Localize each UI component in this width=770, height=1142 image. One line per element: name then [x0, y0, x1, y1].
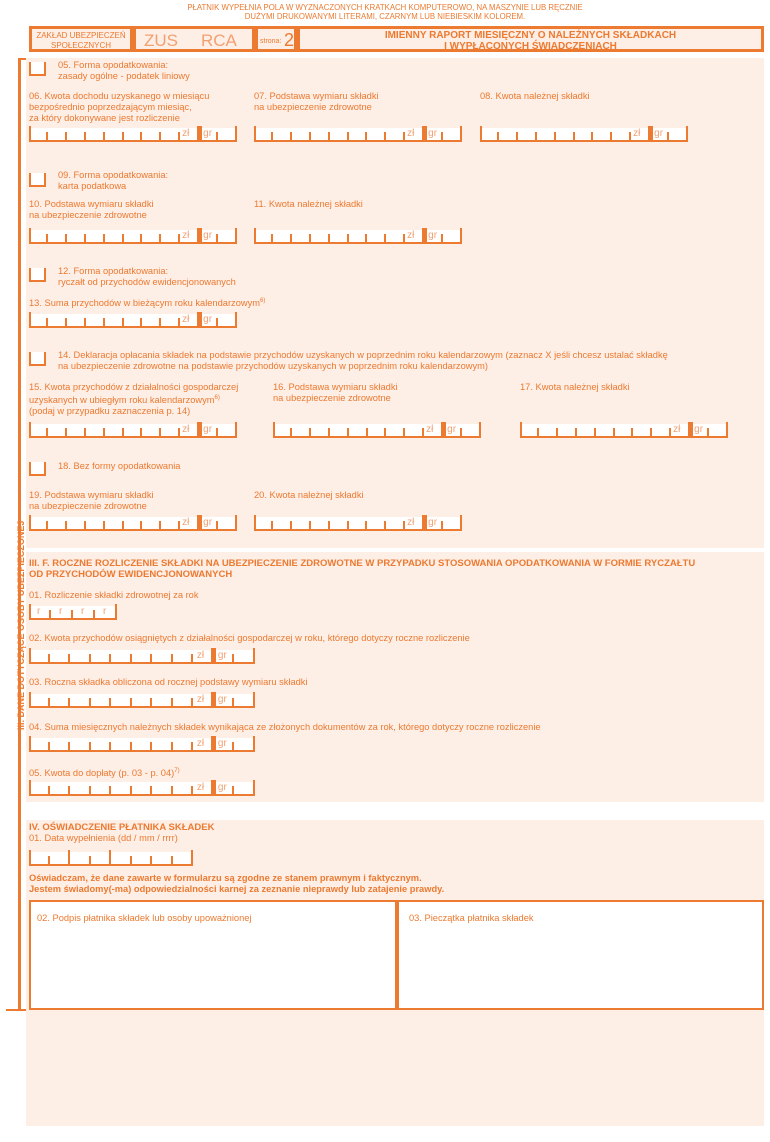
- zl-label: zł: [196, 650, 205, 661]
- cell-divider: [122, 318, 124, 326]
- top-notice: [0, 4, 770, 21]
- section-3f-field-02-amount[interactable]: [29, 650, 255, 664]
- cell-divider: [347, 234, 349, 242]
- section-4-field-01-label: 01. Data wypełnienia (dd / mm / rrrr): [29, 833, 178, 843]
- cell-divider: [290, 428, 292, 436]
- gr-label: gr: [203, 314, 213, 325]
- year-cell-label: r: [37, 606, 41, 617]
- field-06-amount[interactable]: [29, 128, 237, 142]
- zus-label: ZUS: [144, 31, 178, 50]
- zl-label: zł: [182, 128, 190, 139]
- field-06-label: 06. Kwota dochodu uzyskanego w miesiącu bezpośrednio poprzedzającym miesiąc, za który dokonywane jest rozliczenie: [29, 91, 210, 123]
- cell-divider: [254, 126, 256, 140]
- zl-label: zł: [196, 738, 205, 749]
- zl-label: zł: [407, 230, 415, 241]
- title-box: [297, 26, 764, 52]
- cell-divider: [328, 132, 330, 140]
- decimal-separator: [441, 422, 446, 436]
- page-box: [255, 26, 297, 52]
- decimal-separator: [211, 780, 216, 794]
- cell-divider: [290, 234, 292, 242]
- zl-label: zł: [633, 128, 641, 139]
- cell-divider: [328, 521, 330, 529]
- cell-divider: [29, 422, 31, 436]
- cell-divider: [422, 428, 424, 436]
- field-14-checkbox[interactable]: [29, 352, 46, 366]
- cell-divider: [46, 318, 48, 326]
- cell-divider: [171, 698, 173, 706]
- cell-divider: [29, 126, 31, 140]
- cell-divider: [650, 428, 652, 436]
- section-3f-field-01-label: 01. Rozliczenie składki zdrowotnej za rok: [29, 590, 199, 600]
- gr-label: gr: [203, 424, 213, 435]
- cell-divider: [140, 234, 142, 242]
- cell-divider: [89, 742, 91, 750]
- gr-label: gr: [428, 128, 438, 139]
- cell-divider: [216, 318, 218, 326]
- cell-divider: [403, 132, 405, 140]
- top-notice-line-2: DUŻYMI DRUKOWANYMI LITERAMI, CZARNYM LUB NIEBIESKIM KOLOREM.: [244, 11, 526, 21]
- year-cell-label: r: [81, 606, 85, 617]
- section-3f-field-03-label: 03. Roczna składka obliczona od rocznej podstawy wymiaru składki: [29, 677, 308, 687]
- cell-divider: [48, 786, 50, 794]
- field-05-label: 05. Forma opodatkowania: zasady ogólne - podatek liniowy: [58, 60, 190, 81]
- stamp-label: 03. Pieczątka płatnika składek: [409, 913, 534, 923]
- cell-divider: [109, 654, 111, 662]
- decimal-separator: [648, 126, 653, 140]
- cell-divider: [667, 132, 669, 140]
- cell-divider: [460, 515, 462, 529]
- signature-label: 02. Podpis płatnika składek lub osoby upoważnionej: [37, 913, 252, 923]
- cell-divider: [150, 698, 152, 706]
- cell-divider: [254, 515, 256, 529]
- cell-divider: [65, 234, 67, 242]
- gr-label: gr: [203, 517, 213, 528]
- cell-divider: [178, 132, 180, 140]
- section-3f-title: III. F. ROCZNE ROZLICZENIE SKŁADKI NA UBEZPIECZENIE ZDROWOTNE W PRZYPADKU STOSOWANIA OPODATKOWANIA W FORMIE RYCZAŁTU OD PRZYCHODÓW EWIDENCJONOWANYCH: [29, 558, 696, 580]
- cell-divider: [29, 648, 31, 662]
- cell-divider: [103, 132, 105, 140]
- cell-divider: [109, 698, 111, 706]
- cell-divider: [403, 234, 405, 242]
- section-4-date-field[interactable]: [29, 852, 193, 866]
- cell-divider: [726, 422, 728, 436]
- year-cell-label: r: [103, 606, 107, 617]
- cell-divider: [347, 521, 349, 529]
- cell-divider: [191, 786, 193, 794]
- cell-divider: [122, 521, 124, 529]
- gr-label: gr: [217, 650, 227, 661]
- field-13-amount[interactable]: [29, 314, 237, 328]
- cell-divider: [46, 428, 48, 436]
- year-cell-label: r: [59, 606, 63, 617]
- cell-divider: [669, 428, 671, 436]
- cell-divider: [253, 648, 255, 662]
- section-3f-field-05-label: 05. Kwota do dopłaty (p. 03 - p. 04)$^{7)}$: [29, 768, 180, 779]
- field-12-label: 12. Forma opodatkowania: ryczałt od przychodów ewidencjonowanych: [58, 266, 236, 287]
- cell-divider: [216, 428, 218, 436]
- cell-divider: [178, 318, 180, 326]
- cell-divider: [235, 422, 237, 436]
- cell-divider: [130, 698, 132, 706]
- zl-label: zł: [407, 517, 415, 528]
- zl-label: zł: [426, 424, 434, 435]
- field-07-amount[interactable]: [254, 128, 462, 142]
- cell-divider: [159, 318, 161, 326]
- cell-divider: [89, 786, 91, 794]
- cell-divider: [159, 234, 161, 242]
- cell-divider: [115, 604, 117, 618]
- cell-divider: [71, 610, 73, 618]
- cell-divider: [309, 234, 311, 242]
- zl-label: zł: [182, 517, 190, 528]
- field-15-amount[interactable]: [29, 424, 237, 438]
- top-notice-line-1: PŁATNIK WYPEŁNIA POLA W WYZNACZONYCH KRATKACH KOMPUTEROWO, NA MASZYNIE LUB RĘCZNIE: [187, 3, 583, 12]
- cell-divider: [594, 428, 596, 436]
- cell-divider: [65, 521, 67, 529]
- field-05-checkbox[interactable]: [29, 62, 46, 76]
- section-4-title: IV. OŚWIADCZENIE PŁATNIKA SKŁADEK: [29, 822, 215, 833]
- bracket-bottom: [6, 1009, 26, 1011]
- gr-label: gr: [203, 230, 213, 241]
- decimal-separator: [197, 126, 202, 140]
- zl-label: zł: [182, 314, 190, 325]
- cell-divider: [271, 132, 273, 140]
- field-17-amount[interactable]: [520, 424, 728, 438]
- field-14-label: 14. Deklaracja opłacania składek na podstawie przychodów uzyskanych w poprzednim roku kalendarzowym (zaznacz X jeśli chcesz ustalać składkę na ubezpieczenie zdrowotne na podstawie przychodów uzyskanych w poprzednim roku kalendarzowym): [58, 350, 668, 371]
- cell-divider: [235, 228, 237, 242]
- cell-divider: [68, 698, 70, 706]
- cell-divider: [46, 234, 48, 242]
- cell-divider: [29, 850, 31, 864]
- field-16-amount[interactable]: [273, 424, 481, 438]
- field-09-checkbox[interactable]: [29, 173, 46, 187]
- cell-divider: [271, 234, 273, 242]
- gr-label: gr: [654, 128, 664, 139]
- cell-divider: [191, 654, 193, 662]
- cell-divider: [48, 698, 50, 706]
- cell-divider: [686, 126, 688, 140]
- field-19-amount[interactable]: [29, 517, 237, 531]
- cell-divider: [384, 521, 386, 529]
- cell-divider: [103, 318, 105, 326]
- section-3f-field-02-label: 02. Kwota przychodów osiągniętych z działalności gospodarczej w roku, którego dotyczy roczne rozliczenie: [29, 633, 470, 643]
- field-15-label: 15. Kwota przychodów z działalności gospodarczej uzyskanych w ubiegłym roku kalendarzowym$^{6)}$ (podaj w przypadku zaznaczenia p. 14): [29, 382, 239, 417]
- cell-divider: [150, 786, 152, 794]
- cell-divider: [159, 521, 161, 529]
- page-title: IMIENNY RAPORT MIESIĘCZNY O NALEŻNYCH SKŁADKACH I WYPŁACONYCH ŚWIADCZENIACH: [384, 30, 677, 52]
- cell-divider: [347, 428, 349, 436]
- cell-divider: [29, 228, 31, 242]
- cell-divider: [46, 521, 48, 529]
- cell-divider: [232, 698, 234, 706]
- cell-divider: [591, 132, 593, 140]
- stamp-box[interactable]: [397, 900, 764, 1010]
- cell-divider: [235, 515, 237, 529]
- cell-divider: [150, 856, 152, 864]
- cell-divider: [556, 428, 558, 436]
- cell-divider: [140, 132, 142, 140]
- field-16-label: 16. Podstawa wymiaru składki na ubezpieczenie zdrowotne: [273, 382, 398, 403]
- cell-divider: [122, 428, 124, 436]
- cell-divider: [150, 742, 152, 750]
- gr-label: gr: [428, 230, 438, 241]
- cell-divider: [479, 422, 481, 436]
- gr-label: gr: [203, 128, 213, 139]
- cell-divider: [520, 422, 522, 436]
- institution-box: [29, 26, 133, 52]
- cell-divider: [171, 856, 173, 864]
- cell-divider: [29, 312, 31, 326]
- cell-divider: [178, 521, 180, 529]
- cell-divider: [235, 312, 237, 326]
- field-20-label: 20. Kwota należnej składki: [254, 490, 364, 500]
- decimal-separator: [422, 126, 427, 140]
- cell-divider: [328, 234, 330, 242]
- cell-divider: [191, 698, 193, 706]
- cell-divider: [232, 742, 234, 750]
- field-18-label: 18. Bez formy opodatkowania: [58, 461, 181, 471]
- field-18-checkbox[interactable]: [29, 462, 46, 476]
- cell-divider: [103, 521, 105, 529]
- field-11-label: 11. Kwota należnej składki: [254, 199, 363, 209]
- cell-divider: [537, 428, 539, 436]
- cell-divider: [384, 428, 386, 436]
- cell-divider: [130, 654, 132, 662]
- field-08-amount[interactable]: [480, 128, 688, 142]
- gr-label: gr: [217, 694, 227, 705]
- cell-divider: [89, 654, 91, 662]
- cell-divider: [384, 132, 386, 140]
- zl-label: zł: [196, 694, 205, 705]
- cell-divider: [216, 521, 218, 529]
- cell-divider: [109, 786, 111, 794]
- gr-label: gr: [217, 738, 227, 749]
- cell-divider: [130, 742, 132, 750]
- gr-label: gr: [217, 782, 227, 793]
- cell-divider: [631, 428, 633, 436]
- cell-divider: [216, 234, 218, 242]
- cell-divider: [159, 428, 161, 436]
- cell-divider: [29, 780, 31, 794]
- zl-label: zł: [182, 424, 190, 435]
- cell-divider: [84, 428, 86, 436]
- cell-divider: [84, 318, 86, 326]
- cell-divider: [140, 428, 142, 436]
- cell-divider: [65, 318, 67, 326]
- cell-divider: [48, 654, 50, 662]
- cell-divider: [460, 126, 462, 140]
- field-09-label: 09. Forma opodatkowania: karta podatkowa: [58, 170, 169, 191]
- cell-divider: [516, 132, 518, 140]
- cell-divider: [309, 428, 311, 436]
- cell-divider: [103, 428, 105, 436]
- cell-divider: [109, 850, 111, 864]
- section-3f-field-04-label: 04. Suma miesięcznych należnych składek wynikająca ze złożonych dokumentów za rok, którego dotyczy roczne rozliczenie: [29, 722, 541, 732]
- cell-divider: [554, 132, 556, 140]
- form-name: RCA: [201, 31, 237, 50]
- cell-divider: [150, 654, 152, 662]
- cell-divider: [29, 736, 31, 750]
- decimal-separator: [197, 515, 202, 529]
- cell-divider: [441, 521, 443, 529]
- cell-divider: [365, 132, 367, 140]
- page-number: 2: [284, 30, 295, 50]
- zl-label: zł: [407, 128, 415, 139]
- cell-divider: [103, 234, 105, 242]
- field-17-label: 17. Kwota należnej składki: [520, 382, 630, 392]
- cell-divider: [365, 234, 367, 242]
- cell-divider: [347, 132, 349, 140]
- cell-divider: [171, 742, 173, 750]
- field-13-label: 13. Suma przychodów w bieżącym roku kalendarzowym$^{6)}$: [29, 298, 266, 309]
- field-08-label: 08. Kwota należnej składki: [480, 91, 590, 101]
- cell-divider: [273, 422, 275, 436]
- decimal-separator: [197, 312, 202, 326]
- cell-divider: [290, 521, 292, 529]
- cell-divider: [29, 692, 31, 706]
- cell-divider: [89, 698, 91, 706]
- cell-divider: [610, 132, 612, 140]
- section-side-label: III. DANE DOTYCZĄCE OSOBY UBEZPIECZONEJ: [16, 520, 26, 730]
- cell-divider: [68, 654, 70, 662]
- section-4-statement: Oświadczam, że dane zawarte w formularzu są zgodne ze stanem prawnym i faktycznym. Jestem świadomy(-ma) odpowiedzialności karnej za zeznanie nieprawdy lub zatajenie prawdy.: [29, 873, 445, 894]
- cell-divider: [191, 742, 193, 750]
- gr-label: gr: [428, 517, 438, 528]
- cell-divider: [575, 428, 577, 436]
- section-3f-field-04-amount[interactable]: [29, 738, 255, 752]
- cell-divider: [84, 521, 86, 529]
- gr-label: gr: [694, 424, 704, 435]
- cell-divider: [232, 654, 234, 662]
- decimal-separator: [688, 422, 693, 436]
- cell-divider: [403, 428, 405, 436]
- field-10-amount[interactable]: [29, 230, 237, 244]
- cell-divider: [497, 132, 499, 140]
- cell-divider: [403, 521, 405, 529]
- cell-divider: [29, 515, 31, 529]
- cell-divider: [68, 742, 70, 750]
- cell-divider: [109, 742, 111, 750]
- cell-divider: [232, 786, 234, 794]
- section-3f-field-03-amount[interactable]: [29, 694, 255, 708]
- cell-divider: [140, 521, 142, 529]
- zl-label: zł: [673, 424, 681, 435]
- field-11-amount[interactable]: [254, 230, 462, 244]
- cell-divider: [480, 126, 482, 140]
- cell-divider: [48, 742, 50, 750]
- cell-divider: [441, 132, 443, 140]
- cell-divider: [309, 132, 311, 140]
- cell-divider: [191, 850, 193, 864]
- cell-divider: [122, 234, 124, 242]
- cell-divider: [65, 428, 67, 436]
- field-07-label: 07. Podstawa wymiaru składki na ubezpieczenie zdrowotne: [254, 91, 379, 112]
- gr-label: gr: [447, 424, 457, 435]
- cell-divider: [253, 692, 255, 706]
- cell-divider: [130, 856, 132, 864]
- cell-divider: [328, 428, 330, 436]
- cell-divider: [159, 132, 161, 140]
- cell-divider: [171, 786, 173, 794]
- cell-divider: [93, 610, 95, 618]
- cell-divider: [366, 428, 368, 436]
- cell-divider: [68, 786, 70, 794]
- cell-divider: [89, 856, 91, 864]
- cell-divider: [573, 132, 575, 140]
- cell-divider: [130, 786, 132, 794]
- cell-divider: [253, 780, 255, 794]
- cell-divider: [46, 132, 48, 140]
- decimal-separator: [197, 422, 202, 436]
- cell-divider: [68, 850, 70, 864]
- cell-divider: [84, 132, 86, 140]
- cell-divider: [629, 132, 631, 140]
- decimal-separator: [197, 228, 202, 242]
- decimal-separator: [422, 228, 427, 242]
- cell-divider: [309, 521, 311, 529]
- decimal-separator: [211, 736, 216, 750]
- section-3f-field-01-year[interactable]: [29, 606, 117, 620]
- cell-divider: [441, 234, 443, 242]
- cell-divider: [290, 132, 292, 140]
- cell-divider: [140, 318, 142, 326]
- cell-divider: [271, 521, 273, 529]
- cell-divider: [178, 428, 180, 436]
- signature-box[interactable]: [29, 900, 397, 1010]
- cell-divider: [707, 428, 709, 436]
- cell-divider: [122, 132, 124, 140]
- cell-divider: [535, 132, 537, 140]
- cell-divider: [48, 856, 50, 864]
- form-code-box: [133, 26, 255, 52]
- cell-divider: [384, 234, 386, 242]
- section-3f-field-05-amount[interactable]: [29, 782, 255, 796]
- cell-divider: [65, 132, 67, 140]
- cell-divider: [254, 228, 256, 242]
- cell-divider: [253, 736, 255, 750]
- page-label: strona:: [260, 38, 282, 45]
- field-19-label: 19. Podstawa wymiaru składki na ubezpieczenie zdrowotne: [29, 490, 154, 511]
- bracket-top: [18, 58, 26, 60]
- cell-divider: [613, 428, 615, 436]
- decimal-separator: [422, 515, 427, 529]
- cell-divider: [29, 604, 31, 618]
- cell-divider: [460, 428, 462, 436]
- field-12-checkbox[interactable]: [29, 268, 46, 282]
- decimal-separator: [211, 692, 216, 706]
- zl-label: zł: [182, 230, 190, 241]
- cell-divider: [178, 234, 180, 242]
- zl-label: zł: [196, 782, 205, 793]
- cell-divider: [460, 228, 462, 242]
- cell-divider: [84, 234, 86, 242]
- cell-divider: [49, 610, 51, 618]
- field-20-amount[interactable]: [254, 517, 462, 531]
- field-10-label: 10. Podstawa wymiaru składki na ubezpieczenie zdrowotne: [29, 199, 154, 220]
- institution-name: ZAKŁAD UBEZPIECZEŃ SPOŁECZNYCH: [36, 31, 126, 50]
- cell-divider: [216, 132, 218, 140]
- decimal-separator: [211, 648, 216, 662]
- cell-divider: [365, 521, 367, 529]
- cell-divider: [235, 126, 237, 140]
- cell-divider: [171, 654, 173, 662]
